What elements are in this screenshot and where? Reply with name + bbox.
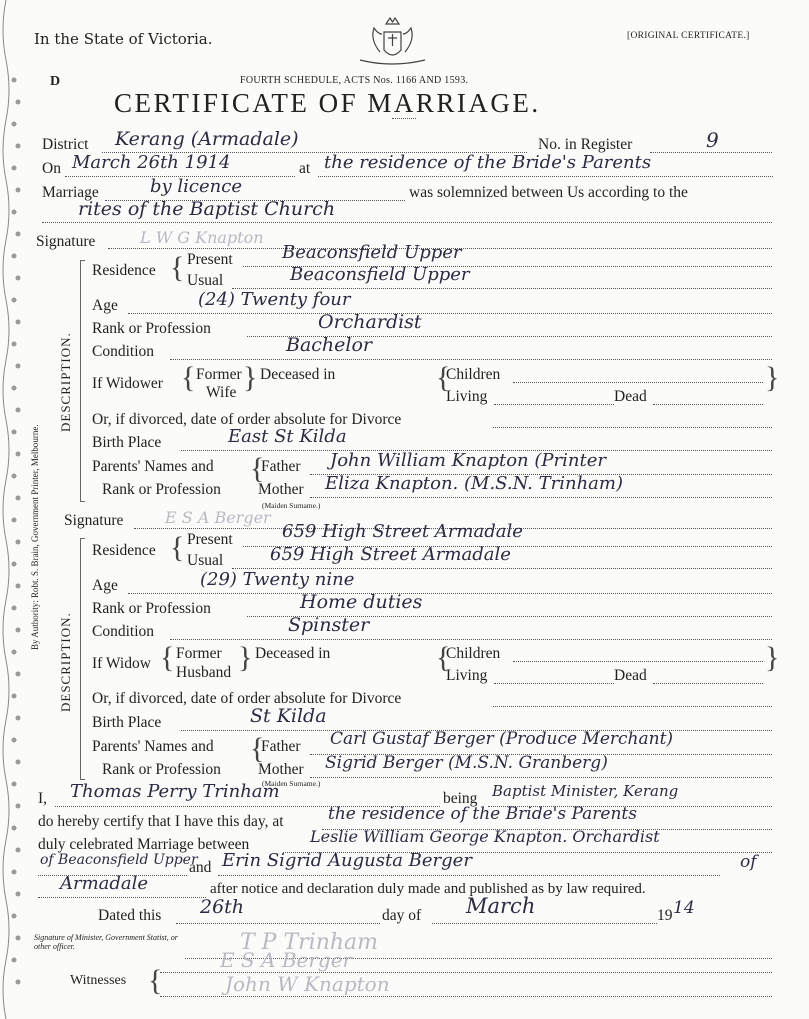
bride-children-brace-close: } <box>765 641 780 674</box>
groom-signature-value: L W G Knapton <box>140 228 264 247</box>
bride-father-value: Carl Gustaf Berger (Produce Merchant) <box>330 729 674 749</box>
bride-former-brace-close: } <box>238 641 253 674</box>
groom-full-name: Leslie William George Knapton. Orchardist <box>310 827 660 846</box>
year-printed: 19 <box>657 907 673 924</box>
groom-place: of Beaconsfield Upper <box>40 852 198 868</box>
groom-rank-value: Orchardist <box>318 311 422 333</box>
month-value: March <box>466 894 536 918</box>
groom-age-label: Age <box>92 297 118 314</box>
groom-living-line <box>494 404 614 405</box>
form-letter: D <box>50 74 61 89</box>
bride-full-name: Erin Sigrid Augusta Berger <box>222 850 472 871</box>
district-value: Kerang (Armadale) <box>115 128 299 150</box>
bride-maiden-label: (Maiden Surname.) <box>262 779 321 788</box>
groom-present-value: Beaconsfield Upper <box>282 242 462 263</box>
groom-dead-label: Dead <box>614 388 647 405</box>
witness-2-signature: John W Knapton <box>225 972 390 996</box>
groom-parents-rank-label: Rank or Profession <box>102 481 221 498</box>
groom-deceased-label: Deceased in <box>260 366 336 383</box>
groom-maiden-label: (Maiden Surname.) <box>262 501 321 510</box>
bride-mother-label: Mother <box>258 761 304 778</box>
bride-children-label: Children <box>446 645 501 662</box>
minister-role: Baptist Minister, Kerang <box>492 782 679 800</box>
bride-full-line <box>218 875 720 876</box>
being-label: being <box>443 790 478 807</box>
groom-father-value: John William Knapton (Printer <box>330 450 606 471</box>
groom-divorce-label: Or, if divorced, date of order absolute for Divorce <box>92 411 402 428</box>
bride-dead-label: Dead <box>614 667 647 684</box>
register-value: 9 <box>706 128 719 152</box>
bride-birth-value: St Kilda <box>250 705 327 727</box>
hereby-text: do hereby certify that I have this day, at <box>38 813 284 830</box>
bride-dead-line <box>653 683 763 684</box>
groom-usual-label: Usual <box>187 272 224 289</box>
bride-parents-brace: { <box>250 732 265 765</box>
bride-parents-label: Parents' Names and <box>92 738 214 755</box>
rites-value: rites of the Baptist Church <box>78 198 336 220</box>
at-line <box>318 176 773 177</box>
year-value: 14 <box>673 898 695 918</box>
witness-2-line <box>160 996 772 997</box>
bride-present-label: Present <box>187 531 233 548</box>
bride-father-label: Father <box>261 738 301 755</box>
on-label: On <box>42 160 61 177</box>
day-line <box>176 923 380 924</box>
bride-parents-rank-label: Rank or Profession <box>102 761 221 778</box>
district-label: District <box>42 136 89 153</box>
bride-deceased-label: Deceased in <box>255 645 331 662</box>
bride-usual-value: 659 High Street Armadale <box>270 544 511 565</box>
bride-rank-value: Home duties <box>300 591 423 613</box>
solemnized-text: was solemnized between Us according to the <box>409 184 688 201</box>
on-value: March 26th 1914 <box>72 152 231 173</box>
bride-mother-value: Sigrid Berger (M.S.N. Granberg) <box>325 753 608 773</box>
groom-description-bracket <box>80 260 85 502</box>
day-value: 26th <box>200 896 245 918</box>
signature-officer-value: T P Trinham <box>240 930 379 955</box>
register-line <box>650 152 772 153</box>
groom-parents-label: Parents' Names and <box>92 458 214 475</box>
groom-usual-value: Beaconsfield Upper <box>290 264 470 285</box>
marriage-label: Marriage <box>42 184 99 201</box>
coat-of-arms-icon <box>350 10 435 68</box>
bride-place-line <box>38 897 206 898</box>
bride-condition-line <box>170 639 772 640</box>
groom-children-label: Children <box>446 366 501 383</box>
and-label: and <box>189 859 212 876</box>
groom-birth-value: East St Kilda <box>228 426 347 447</box>
bride-age-value: (29) Twenty nine <box>200 569 355 590</box>
bride-spouse-label: Husband <box>176 664 232 681</box>
groom-former-label: Former <box>196 366 242 383</box>
bride-residence-label: Residence <box>92 542 156 559</box>
bride-signature-label: Signature <box>64 512 124 529</box>
marriage-value: by licence <box>150 176 242 197</box>
bride-children-brace: { <box>436 641 451 674</box>
groom-mother-label: Mother <box>258 481 304 498</box>
at-value: the residence of the Bride's Parents <box>324 152 652 173</box>
groom-condition-value: Bachelor <box>286 334 373 356</box>
bride-age-line <box>128 593 772 594</box>
witness-1-signature: E S A Berger <box>220 948 353 972</box>
groom-residence-brace: { <box>170 251 185 284</box>
groom-divorce-line <box>493 427 772 428</box>
minister-name: Thomas Perry Trinham <box>70 781 280 802</box>
original-certificate-tag: [ORIGINAL CERTIFICATE.] <box>627 31 750 41</box>
groom-children-brace: { <box>436 361 451 394</box>
bride-condition-label: Condition <box>92 623 155 640</box>
bride-living-label: Living <box>446 667 488 684</box>
groom-spouse-label: Wife <box>206 384 237 401</box>
bride-description-bracket <box>80 538 85 780</box>
bride-former-label: Former <box>176 645 222 662</box>
title-ornament <box>392 118 416 119</box>
bride-condition-value: Spinster <box>288 614 370 636</box>
bride-place: Armadale <box>60 873 149 894</box>
register-label: No. in Register <box>538 136 633 153</box>
of-label: of <box>740 852 757 872</box>
bride-signature-value: E S A Berger <box>165 508 271 527</box>
day-of-label: day of <box>382 907 422 924</box>
rites-line <box>42 222 772 223</box>
groom-signature-label: Signature <box>36 233 96 250</box>
bride-description-label: DESCRIPTION. <box>58 612 73 712</box>
bride-mother-line <box>310 777 772 778</box>
state-heading: In the State of Victoria. <box>34 30 213 48</box>
groom-mother-value: Eliza Knapton. (M.S.N. Trinham) <box>325 473 623 494</box>
bride-age-label: Age <box>92 577 118 594</box>
bride-divorce-label: Or, if divorced, date of order absolute for Divorce <box>92 690 402 707</box>
groom-children-brace-close: } <box>765 361 780 394</box>
bride-divorce-line <box>493 706 772 707</box>
groom-former-brace-close: } <box>243 361 258 394</box>
schedule-line: FOURTH SCHEDULE, ACTS Nos. 1166 AND 1593. <box>240 75 469 86</box>
groom-mother-line <box>310 497 772 498</box>
groom-description-label: DESCRIPTION. <box>58 332 73 432</box>
witnesses-brace: { <box>148 964 163 997</box>
groom-if-label: If Widower <box>92 375 163 392</box>
groom-dead-line <box>653 404 763 405</box>
groom-residence-label: Residence <box>92 262 156 279</box>
groom-condition-label: Condition <box>92 343 155 360</box>
bride-residence-brace: { <box>170 531 185 564</box>
place-value: the residence of the Bride's Parents <box>328 804 637 824</box>
groom-father-label: Father <box>261 458 301 475</box>
at-label: at <box>299 160 311 177</box>
certificate-title: CERTIFICATE OF MARRIAGE. <box>114 88 541 118</box>
groom-children-line <box>513 382 763 383</box>
bride-present-value: 659 High Street Armadale <box>282 521 523 542</box>
groom-living-label: Living <box>446 388 488 405</box>
printer-imprint: By Authority: Robt. S. Brain, Government Printer, Melbourne. <box>30 424 40 650</box>
groom-rank-label: Rank or Profession <box>92 320 211 337</box>
bride-birth-label: Birth Place <box>92 714 162 731</box>
groom-age-value: (24) Twenty four <box>198 289 351 310</box>
bride-children-line <box>513 661 763 662</box>
witnesses-label: Witnesses <box>70 973 127 988</box>
bride-living-line <box>494 683 614 684</box>
decorative-border <box>0 0 30 1019</box>
bride-if-label: If Widow <box>92 655 151 672</box>
bride-usual-label: Usual <box>187 552 224 569</box>
groom-former-brace: { <box>181 361 196 394</box>
groom-condition-line <box>170 359 772 360</box>
month-line <box>432 923 657 924</box>
i-label: I, <box>38 790 48 807</box>
groom-parents-brace: { <box>250 452 265 485</box>
groom-birth-label: Birth Place <box>92 434 162 451</box>
bride-former-brace: { <box>160 641 175 674</box>
notice-text: after notice and declaration duly made and published as by law required. <box>210 881 646 897</box>
groom-present-label: Present <box>187 251 233 268</box>
dated-label: Dated this <box>98 907 162 924</box>
signature-officer-label: Signature of Minister, Government Statist, or other officer. <box>34 933 178 951</box>
duly-text: duly celebrated Marriage between <box>38 836 250 853</box>
bride-rank-label: Rank or Profession <box>92 600 211 617</box>
groom-age-line <box>128 313 772 314</box>
